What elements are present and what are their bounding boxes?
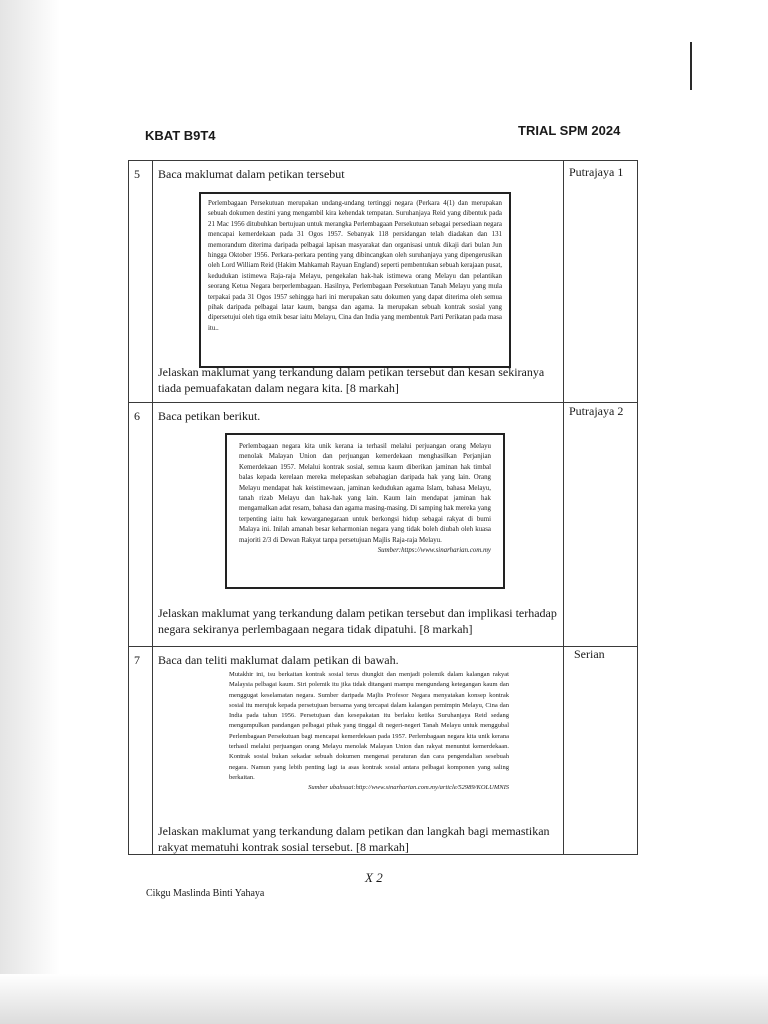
header-exam-title: TRIAL SPM 2024 <box>518 123 621 138</box>
question-source-tag: Putrajaya 1 <box>569 165 624 179</box>
question-number: 5 <box>134 167 140 181</box>
row-divider-7 <box>129 646 637 647</box>
passage-box <box>225 668 513 816</box>
scan-shadow-left <box>0 0 60 1024</box>
question-prompt: Baca maklumat dalam petikan tersebut <box>158 167 345 181</box>
footer-author: Cikgu Maslinda Binti Yahaya <box>146 888 265 899</box>
passage-box <box>225 433 505 589</box>
question-number: 7 <box>134 653 140 667</box>
passage-text: Mutakhir ini, isu berkaitan kontrak sosial terus diungkit dan menjadi polemik dalam kalangan rakyat Malaysia pelbagai kaum. Siri polemik itu jika tidak ditangani mampu mengundang ketegangan kaum dan menggugat keselamatan negara. Sumber daripada Majlis Profesor Negara menyatakan konsep kontrak sosial itu merujuk kepada persetujuan bersama yang tercapai dalam kalangan pemimpin Melayu, Cina dan India pada tahun 1956. Persetujuan dan kesepakatan itu berlaku ketika Suruhanjaya Reid sedang mengumpulkan pandangan pelbagai pihak yang tinggal di negeri-negeri Tanah Melayu untuk menggubal Perlembagaan Persekutuan bagi mencapai kemerdekaan pada 1957. Perlembagaan negara kita unik kerana terhasil melalui perjuangan orang Melayu menolak Malayan Union dan rakyat menuntut kemerdekaan. Kontrak sosial bukan sekadar sebuah dokumen mengenai peraturan dan cara pengendalian sesebuah negara. Namun yang lebih penting lagi ia asas kontrak sosial antara pelbagai komponen yang saling berkaitan. <box>229 671 509 781</box>
passage-box <box>199 192 511 368</box>
question-instruction: Jelaskan maklumat yang terkandung dalam petikan dan langkah bagi memastikan rakyat mematuhi kontrak sosial tersebut. [8 markah] <box>158 824 550 854</box>
question-instruction: Jelaskan maklumat yang terkandung dalam petikan tersebut dan implikasi terhadap negara sekiranya perlembagaan negara tidak dipatuhi. [8 markah] <box>158 606 557 636</box>
question-instruction: Jelaskan maklumat yang terkandung dalam petikan tersebut dan kesan sekiranya tiada pemuafakatan dalam negara kita. [8 markah] <box>158 365 545 395</box>
question-prompt: Baca dan teliti maklumat dalam petikan di bawah. <box>158 653 399 667</box>
passage-source: Sumber:https://www.sinarharian.com.my <box>377 547 491 555</box>
question-number: 6 <box>134 409 140 423</box>
question-source-tag: Putrajaya 2 <box>569 404 624 418</box>
page-number-mark: X 2 <box>365 870 383 885</box>
question-source-tag: Serian <box>574 647 605 661</box>
header-code: KBAT B9T4 <box>145 128 216 143</box>
column-divider-source <box>563 161 564 854</box>
column-divider-number <box>152 161 153 854</box>
passage-text: Perlembagaan negara kita unik kerana ia terhasil melalui perjuangan orang Melayu menolak Malayan Union dan perjuangan kemerdekaan menghasilkan Perjanjian Kemerdekaan 1957. Melalui kontrak sosial, semua kaum diberikan jaminan hak timbal balas kepada kerelaan mereka melepaskan sebahagian daripada hak yang lain. Orang Melayu mendapat hak keistimewaan, jaminan kedudukan agama Islam, bahasa Melayu, tanah rizab Melayu dan hak-hak yang lain. Kaum lain mendapat jaminan hak mengamalkan adat resam, bahasa dan agama masing-masing. Di samping hak mereka yang terpenting iaitu hak kewarganegaraan untuk berkongsi hidup sebagai rakyat di bumi Malaya ini. Inilah amanah besar keharmonian negara yang tidak boleh diubah oleh kuasa majoriti 2/3 di Dewan Rakyat tanpa persetujuan Majlis Raja-raja Melayu. <box>239 443 491 544</box>
scan-edge-line <box>690 42 692 90</box>
passage-source: Sumber ubahsuai:http://www.sinarharian.com.my/article/52989/KOLUMNIS <box>308 784 509 792</box>
scan-shadow-bottom <box>0 974 768 1024</box>
question-prompt: Baca petikan berikut. <box>158 409 261 423</box>
passage-text: Perlembagaan Persekutuan merupakan undang-undang tertinggi negara (Perkara 4(1) dan merupakan sebuah dokumen destini yang mengambil kira kehendak tempatan. Suruhanjaya Reid yang dibentuk pada 21 Mac 1956 ditubuhkan bertujuan untuk merangka Perlembagaan Persekutuan sebagai persediaan negara mencapai kemerdekaan pada 31 Ogos 1957. Sebanyak 118 persidangan telah diadakan dan 131 memorandum diterima daripada pelbagai lapisan masyarakat dan organisasi untuk dikaji dari bulan Jun hingga Oktober 1956. Perkara-perkara penting yang dibincangkan oleh suruhanjaya yang dipengerusikan oleh Lord William Reid (Hakim Mahkamah Rayuan England) seperti pembentukan sebuah kerajaan pusat, kedudukan istimewa Raja-raja Melayu, pengekalan hak-hak istimewa orang Melayu dan pelantikan seorang Ketua Negara berperlembagaan. Hasilnya, Perlembagaan Persekutuan Tanah Melayu yang mula terpakai pada 31 Ogos 1957 sehingga hari ini merupakan satu dokumen yang dapat diterima oleh semua pihak daripada pelbagai latar kaum, bangsa dan agama. Ia merupakan sebuah kontrak sosial yang dipersetujui oleh tiga etnik besar iaitu Melayu, Cina dan India yang membentuk Parti Perikatan pada masa itu.. <box>208 200 502 332</box>
questions-table <box>128 160 638 855</box>
row-divider-6 <box>129 402 637 403</box>
